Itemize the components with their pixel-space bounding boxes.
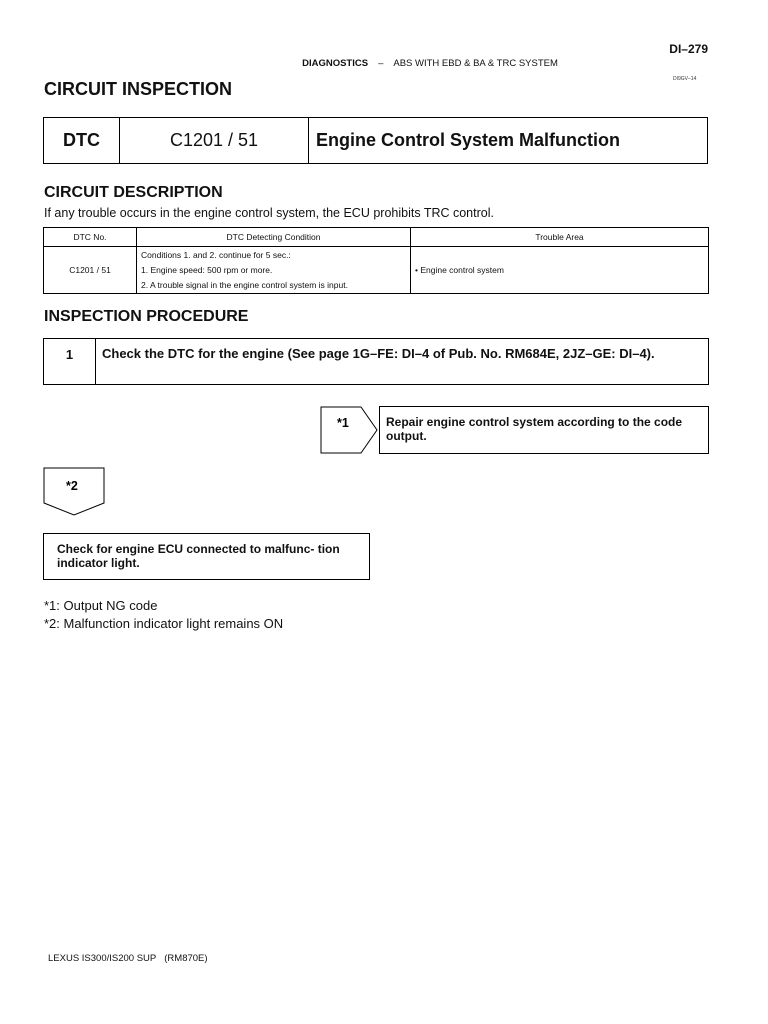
condition-line: 1. Engine speed: 500 rpm or more. [141, 264, 273, 275]
table-header-row [44, 228, 709, 247]
step-box [43, 338, 709, 385]
table-cell-conditions [137, 247, 411, 294]
note-1: *1: Output NG code [44, 598, 158, 613]
dtc-table [43, 227, 709, 294]
table-cell-dtc-no: C1201 / 51 [44, 247, 137, 294]
footer-code: (RM870E) [164, 953, 208, 964]
page-title: CIRCUIT INSPECTION [44, 79, 233, 99]
next-check-box: Check for engine ECU connected to malfunc- tion indicator light. [43, 533, 370, 580]
system-name: ABS WITH EBD & BA & TRC SYSTEM [393, 58, 558, 69]
step-number: 1 [44, 339, 96, 384]
result-tag-label: *2 [66, 479, 78, 493]
result-tag-ng [320, 406, 380, 454]
doc-code: DI9GV–14 [673, 76, 697, 82]
page-number: DI–279 [669, 42, 708, 56]
running-header [0, 58, 768, 69]
dtc-label: DTC [44, 118, 120, 163]
condition-line: Conditions 1. and 2. continue for 5 sec.: [141, 249, 291, 260]
arrow-tag-shape [321, 407, 377, 453]
inspection-procedure-heading: INSPECTION PROCEDURE [44, 308, 249, 325]
step-text: Check the DTC for the engine (See page 1G–FE: DI–4 of Pub. No. RM684E, 2JZ–GE: DI–4). [102, 346, 655, 361]
condition-line: 2. A trouble signal in the engine control system is input. [141, 279, 348, 290]
page-footer [48, 953, 208, 964]
table-cell-trouble-area: • Engine control system [411, 247, 709, 294]
note-2: *2: Malfunction indicator light remains ON [44, 616, 284, 631]
circuit-description-heading: CIRCUIT DESCRIPTION [44, 184, 223, 201]
dtc-banner [43, 117, 708, 164]
table-header: DTC No. [44, 228, 137, 247]
table-header: Trouble Area [411, 228, 709, 247]
section-name: DIAGNOSTICS [302, 58, 369, 69]
header-separator: – [378, 58, 384, 69]
footer-model: LEXUS IS300/IS200 SUP [48, 953, 157, 964]
dtc-description: Engine Control System Malfunction [316, 130, 621, 150]
dtc-code: C1201 / 51 [120, 118, 309, 163]
circuit-description-text: If any trouble occurs in the engine control system, the ECU prohibits TRC control. [44, 206, 494, 220]
result-tag-ok [43, 467, 107, 517]
result-box: Repair engine control system according to the code output. [379, 406, 709, 454]
table-header: DTC Detecting Condition [137, 228, 411, 247]
result-tag-label: *1 [337, 416, 349, 430]
table-row [44, 247, 709, 294]
